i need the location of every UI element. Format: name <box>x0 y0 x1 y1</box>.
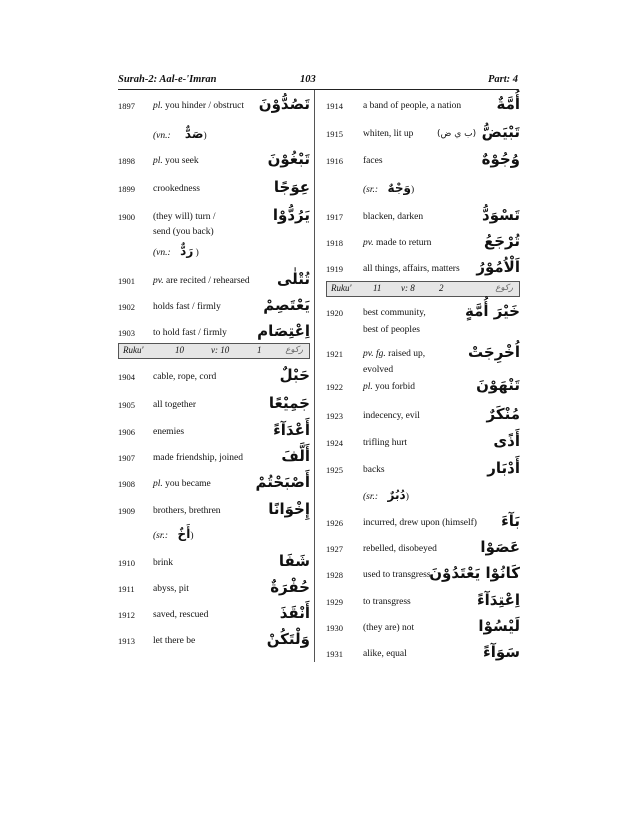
entry-number: 1909 <box>118 506 135 516</box>
entry-number: 1901 <box>118 276 135 286</box>
entry-number: 1920 <box>326 308 343 318</box>
entry-arabic: أَعْدَآءً <box>273 421 310 439</box>
entry-prefix: pl. <box>153 156 163 166</box>
entry-meaning: saved, rescued <box>153 610 209 620</box>
entry-row <box>326 123 520 145</box>
ruku-number: 11 <box>373 283 382 293</box>
entry-meaning: faces <box>363 156 383 166</box>
entry-number: 1916 <box>326 156 343 166</box>
entry-number: 1913 <box>118 636 135 646</box>
entry-meaning: all things, affairs, matters <box>363 264 460 274</box>
entry-arabic: أُمَّةٌ <box>496 95 520 113</box>
entry-number: 1923 <box>326 411 343 421</box>
entry-row <box>326 643 520 665</box>
entry-number: 1906 <box>118 427 135 437</box>
ruku-verse: v: 10 <box>211 345 230 355</box>
entry-number: 1908 <box>118 479 135 489</box>
ruku-count: 1 <box>257 345 262 355</box>
entry-meaning <box>363 349 425 359</box>
entry-arabic: تَبْغُوْنَ <box>267 150 310 168</box>
entry-number: 1929 <box>326 597 343 607</box>
meaning-continuation: best of peoples <box>363 325 420 335</box>
entry-arabic: شَفَا <box>278 552 310 570</box>
entry-meaning: (they will) turn / <box>153 212 216 222</box>
entry-prefix: pv. fg. <box>363 349 386 359</box>
root-letters: (ب ي ض) <box>437 129 477 139</box>
entry-number: 1915 <box>326 129 343 139</box>
entry-meaning: whiten, lit up <box>363 129 414 139</box>
entry-arabic: تُتْلٰى <box>276 270 310 288</box>
entry-meaning: cable, rope, cord <box>153 372 217 382</box>
note-label: (vn.: <box>153 131 171 141</box>
entry-meaning: blacken, darken <box>363 212 424 222</box>
entry-arabic: حُفْرَةٌ <box>270 578 310 596</box>
entry-arabic: تُرْجَعُ <box>483 232 520 250</box>
ruku-label: Ruku' <box>331 283 352 293</box>
entry-meaning-text: you became <box>165 479 211 489</box>
entry-number: 1912 <box>118 610 135 620</box>
meaning-continuation: evolved <box>363 365 394 375</box>
ruku-arabic: رکوع <box>495 283 513 293</box>
entry-meaning: best community, <box>363 308 426 318</box>
entry-number: 1919 <box>326 264 343 274</box>
entry-row <box>326 459 520 481</box>
entry-arabic: يَعْتَصِمْ <box>263 296 310 314</box>
entry-arabic: عِوَجًا <box>273 178 310 196</box>
entry-meaning: rebelled, disobeyed <box>363 544 437 554</box>
entry-row <box>326 564 520 586</box>
entry-meaning-text: you seek <box>165 156 199 166</box>
entry-arabic: أَصْبَحْتُمْ <box>255 473 310 491</box>
entry-meaning: brink <box>153 558 174 568</box>
entry-meaning <box>363 382 415 392</box>
singular-note <box>363 488 409 502</box>
entry-meaning: let there be <box>153 636 196 646</box>
entry-number: 1924 <box>326 438 343 448</box>
entry-meaning-text: you forbid <box>375 382 415 392</box>
entry-arabic: أَذًى <box>493 432 520 450</box>
entry-arabic: تَصُدُّوْنَ <box>258 95 310 113</box>
note-label: (sr.: <box>363 492 379 502</box>
entry-row <box>326 432 520 454</box>
note-label: (vn.: <box>153 248 171 258</box>
entry-number: 1926 <box>326 518 343 528</box>
entry-arabic: إِخْوَانًا <box>268 500 310 518</box>
entry-meaning: crookedness <box>153 184 200 194</box>
note-arabic: دُبُرٌ <box>387 488 406 502</box>
note-close: ) <box>195 248 199 258</box>
entry-row <box>326 405 520 427</box>
entry-meaning: enemies <box>153 427 185 437</box>
entry-arabic: تَسْوَدُّ <box>482 206 520 224</box>
entry-meaning: brothers, brethren <box>153 506 221 516</box>
ruku-number: 10 <box>175 345 184 355</box>
entry-arabic: عَصَوْا <box>480 538 520 556</box>
part-number: Part: 4 <box>487 74 518 85</box>
entry-arabic: تَبْيَضُّ <box>481 123 520 141</box>
entry-row <box>326 302 520 324</box>
entry-number: 1897 <box>118 101 135 111</box>
entry-meaning: made friendship, joined <box>153 453 243 463</box>
entry-row <box>326 591 520 613</box>
entry-meaning-text: raised up, <box>388 349 426 359</box>
entry-prefix: pl. <box>153 101 163 111</box>
entry-row <box>326 258 520 280</box>
note-close: ) <box>405 492 409 502</box>
note-label: (sr.: <box>153 531 169 541</box>
entry-arabic: سَوَآءً <box>483 643 520 661</box>
entry-arabic: أَلَّفَ <box>281 447 310 465</box>
entry-meaning-text: made to return <box>376 238 432 248</box>
ruku-count: 2 <box>439 283 444 293</box>
entry-row <box>326 95 520 117</box>
note-label: (sr.: <box>363 185 379 195</box>
entry-number: 1898 <box>118 156 135 166</box>
entry-meaning: indecency, evil <box>363 411 420 421</box>
ruku-arabic: رکوع <box>285 345 303 355</box>
entry-number: 1931 <box>326 649 343 659</box>
entry-number: 1928 <box>326 570 343 580</box>
entry-arabic: يَرُدُّوْا <box>272 206 310 224</box>
entry-number: 1922 <box>326 382 343 392</box>
note-arabic: أَخٌ <box>177 527 191 541</box>
entry-number: 1930 <box>326 623 343 633</box>
entry-row <box>326 232 520 254</box>
entry-meaning <box>363 238 431 248</box>
entry-arabic: أَنْقَذَ <box>279 604 310 622</box>
entry-number: 1899 <box>118 184 135 194</box>
entry-meaning-text: you hinder / obstruct <box>165 101 245 111</box>
surah-title: Surah-2: Aal-e-'Imran <box>118 74 217 85</box>
entry-number: 1907 <box>118 453 135 463</box>
entry-number: 1917 <box>326 212 343 222</box>
entry-number: 1903 <box>118 328 135 338</box>
entry-arabic: مُنْكَرٌ <box>486 405 520 423</box>
entry-prefix: pv. <box>363 238 374 248</box>
entry-number: 1925 <box>326 465 343 475</box>
entry-meaning-text: are recited / rehearsed <box>166 276 250 286</box>
ruku-verse: v: 8 <box>401 283 415 293</box>
note-close: ) <box>190 531 194 541</box>
page-number: 103 <box>300 74 316 85</box>
entry-row <box>326 538 520 560</box>
entry-arabic: تَنْهَوْنَ <box>476 376 520 394</box>
entry-meaning: all together <box>153 400 196 410</box>
entry-arabic: كَانُوْا يَعْتَدُوْنَ <box>429 564 520 582</box>
entry-meaning: trifling hurt <box>363 438 408 448</box>
entry-meaning: alike, equal <box>363 649 407 659</box>
entry-meaning: used to transgress <box>363 570 431 580</box>
entry-meaning: a band of people, a nation <box>363 101 462 111</box>
entry-number: 1900 <box>118 212 135 222</box>
entry-number: 1902 <box>118 302 135 312</box>
entry-number: 1921 <box>326 349 343 359</box>
entry-prefix: pl. <box>363 382 373 392</box>
entry-number: 1910 <box>118 558 135 568</box>
entry-arabic: اِعْتِدَآءً <box>477 591 520 609</box>
note-close: ) <box>203 131 207 141</box>
entry-row <box>326 150 520 172</box>
entry-arabic: أَدْبَار <box>487 459 520 477</box>
entry-arabic: حَبْلٌ <box>279 366 310 384</box>
entry-arabic: اِعْتِصَام <box>257 322 310 340</box>
entry-row <box>326 376 520 398</box>
entry-number: 1911 <box>118 584 135 594</box>
entry-meaning: (they are) not <box>363 623 415 633</box>
note-arabic: وَجْهٌ <box>387 181 411 195</box>
entry-arabic: خَيْرَ أُمَّةٍ <box>464 302 520 320</box>
entry-arabic: اَلْاُمُوْرُ <box>476 258 520 276</box>
entry-row <box>326 512 520 534</box>
singular-note <box>363 181 414 195</box>
entry-arabic: لَيْسُوْا <box>478 617 520 635</box>
note-close: ) <box>410 185 415 195</box>
entry-arabic: وَلْتَكُنْ <box>266 630 310 648</box>
entry-meaning: holds fast / firmly <box>153 302 221 312</box>
entry-meaning: to hold fast / firmly <box>153 328 227 338</box>
entry-number: 1905 <box>118 400 135 410</box>
entry-number: 1927 <box>326 544 343 554</box>
entry-row <box>326 617 520 639</box>
entry-arabic: بَآءَ <box>501 512 520 530</box>
entry-number: 1914 <box>326 101 343 111</box>
entry-meaning: backs <box>363 465 385 475</box>
entry-number: 1918 <box>326 238 343 248</box>
entry-arabic: وُجُوْهٌ <box>481 150 520 168</box>
entry-arabic: اُخْرِجَتْ <box>468 343 520 361</box>
ruku-label: Ruku' <box>123 345 144 355</box>
note-arabic: صَدٌّ <box>184 127 204 141</box>
entry-arabic: جَمِيْعًا <box>268 394 310 412</box>
entry-prefix: pl. <box>153 479 163 489</box>
entry-meaning: abyss, pit <box>153 584 189 594</box>
note-arabic: رَدٌّ <box>180 244 194 258</box>
entry-meaning: incurred, drew upon (himself) <box>363 518 477 528</box>
meaning-continuation: send (you back) <box>153 227 214 237</box>
entry-row <box>326 343 520 365</box>
entry-number: 1904 <box>118 372 135 382</box>
entry-prefix: pv. <box>153 276 164 286</box>
entry-meaning: to transgress <box>363 597 411 607</box>
entry-row <box>326 206 520 228</box>
ruku-bar <box>326 281 520 297</box>
